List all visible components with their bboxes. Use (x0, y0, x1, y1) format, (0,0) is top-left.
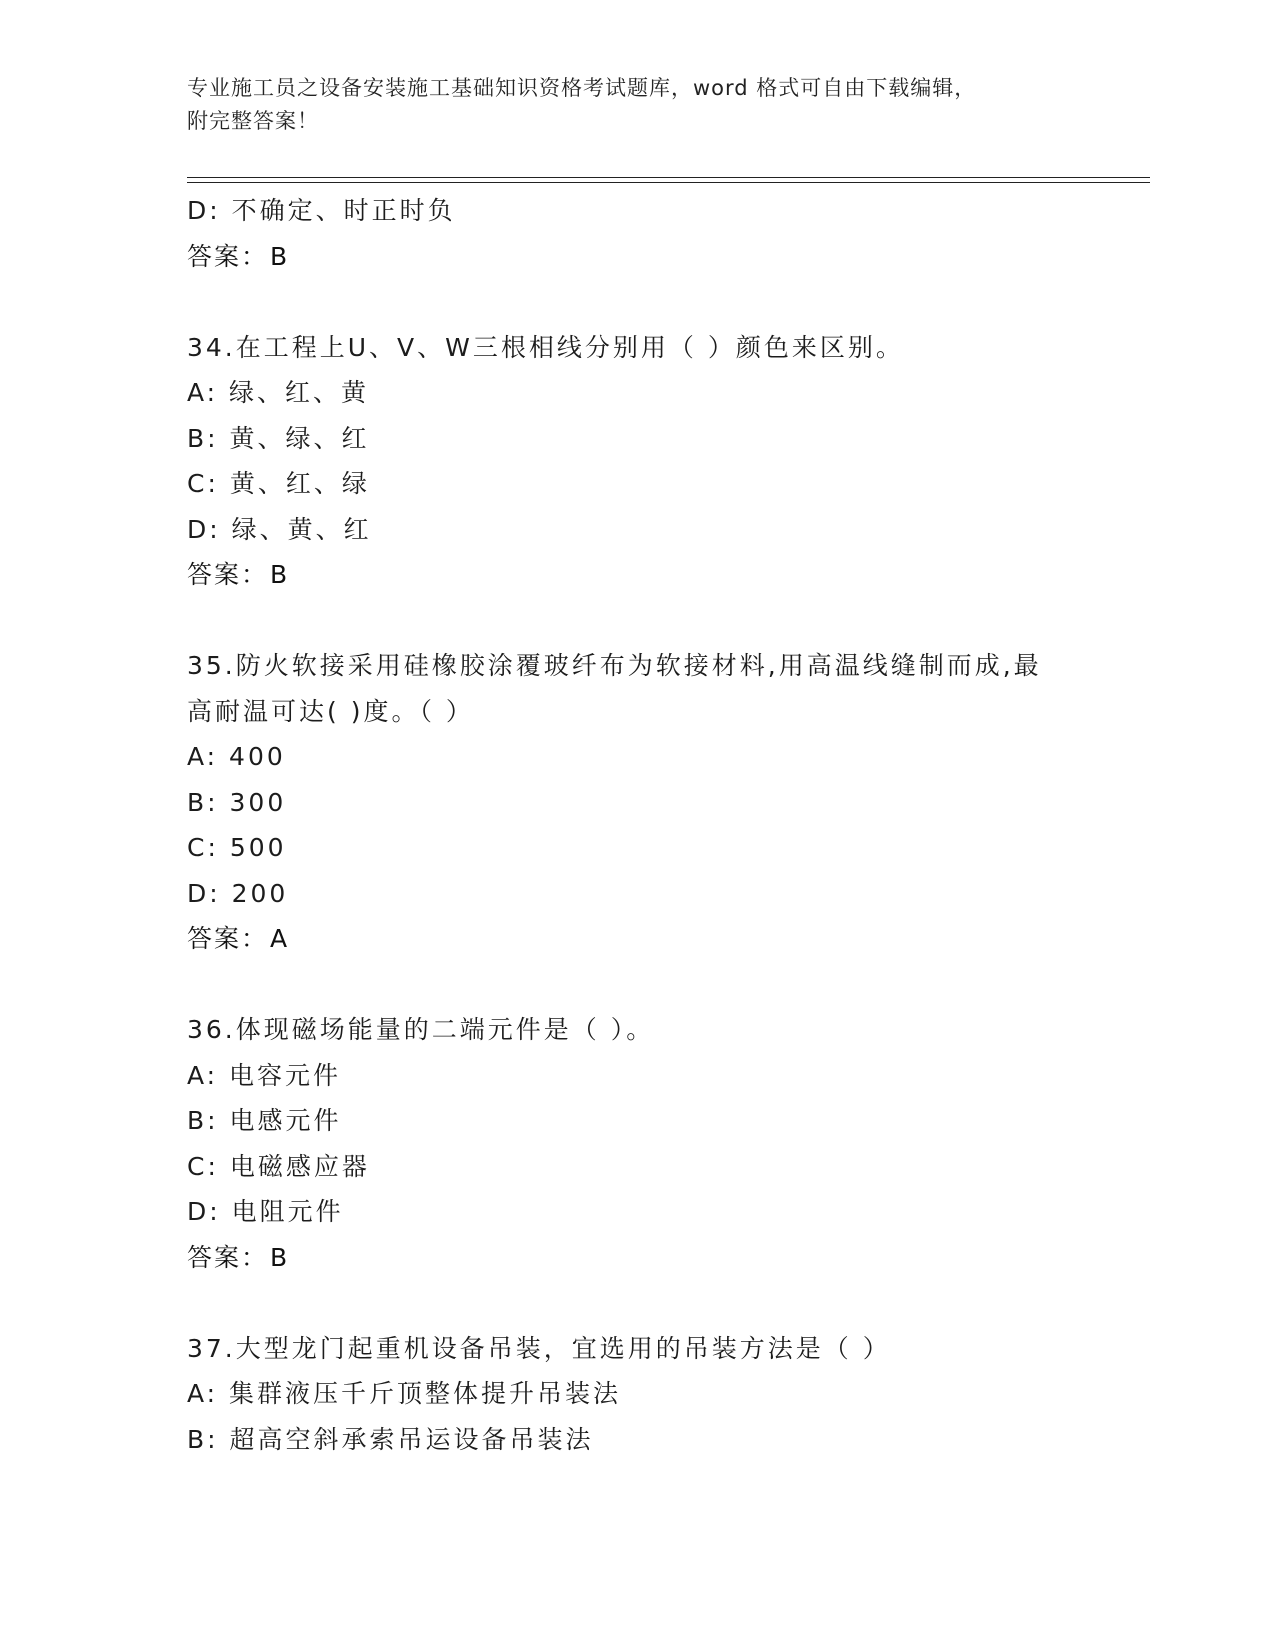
page-header (187, 72, 1067, 138)
question-34-option-b: B: 黄、绿、红 (187, 423, 370, 453)
question-35-text-line-1: 35.防火软接采用硅橡胶涂覆玻纤布为软接材料,用高温线缝制而成,最 (187, 651, 1042, 680)
prev-option-d: D: 不确定、时正时负 (187, 196, 456, 225)
question-35-text-line-2: 高耐温可达( )度。（ ） (187, 696, 474, 726)
header-rule-top (187, 177, 1150, 178)
question-34-option-a: A: 绿、红、黄 (187, 378, 370, 407)
answer-label: 答案： (187, 924, 269, 953)
question-37-text: 37.大型龙门起重机设备吊装，宜选用的吊装方法是（ ） (187, 1333, 891, 1363)
question-35-answer (187, 916, 1150, 962)
spacer (187, 598, 1150, 644)
spacer (187, 962, 1150, 1008)
prev-answer (187, 234, 1150, 280)
answer-label: 答案： (187, 241, 269, 271)
question-35-option-c: C: 500 (187, 833, 287, 862)
question-36-option-c: C: 电磁感应器 (187, 1151, 370, 1181)
answer-value: B (270, 560, 290, 589)
answer-label: 答案： (187, 1242, 269, 1272)
header-rule-bottom (187, 182, 1150, 183)
spacer (187, 279, 1150, 325)
answer-value: A (270, 924, 290, 953)
question-35-option-b: B: 300 (187, 787, 287, 817)
question-35-option-d: D: 200 (187, 878, 289, 908)
question-36-answer (187, 1235, 1150, 1281)
question-34-option-c: C: 黄、红、绿 (187, 469, 370, 498)
question-list (187, 188, 1150, 1462)
question-36-option-a: A: 电容元件 (187, 1060, 342, 1090)
question-34-text: 34.在工程上U、V、W三根相线分别用（ ）颜色来区别。 (187, 332, 904, 362)
question-34-answer (187, 552, 1150, 598)
question-37-option-a: A: 集群液压千斤顶整体提升吊装法 (187, 1379, 622, 1408)
answer-value: B (270, 1242, 290, 1272)
spacer (187, 1280, 1150, 1326)
header-line-1: 专业施工员之设备安装施工基础知识资格考试题库，word 格式可自由下载编辑， (187, 76, 977, 100)
header-line-2: 附完整答案！ (187, 109, 319, 133)
question-36-option-d: D: 电阻元件 (187, 1197, 344, 1226)
answer-value: B (270, 241, 290, 271)
question-35-option-a: A: 400 (187, 742, 286, 771)
answer-label: 答案： (187, 560, 269, 589)
question-34-option-d: D: 绿、黄、红 (187, 514, 372, 544)
question-36-option-b: B: 电感元件 (187, 1106, 342, 1135)
question-37-option-b: B: 超高空斜承索吊运设备吊装法 (187, 1424, 594, 1454)
question-36-text: 36.体现磁场能量的二端元件是（ ）。 (187, 1015, 655, 1044)
